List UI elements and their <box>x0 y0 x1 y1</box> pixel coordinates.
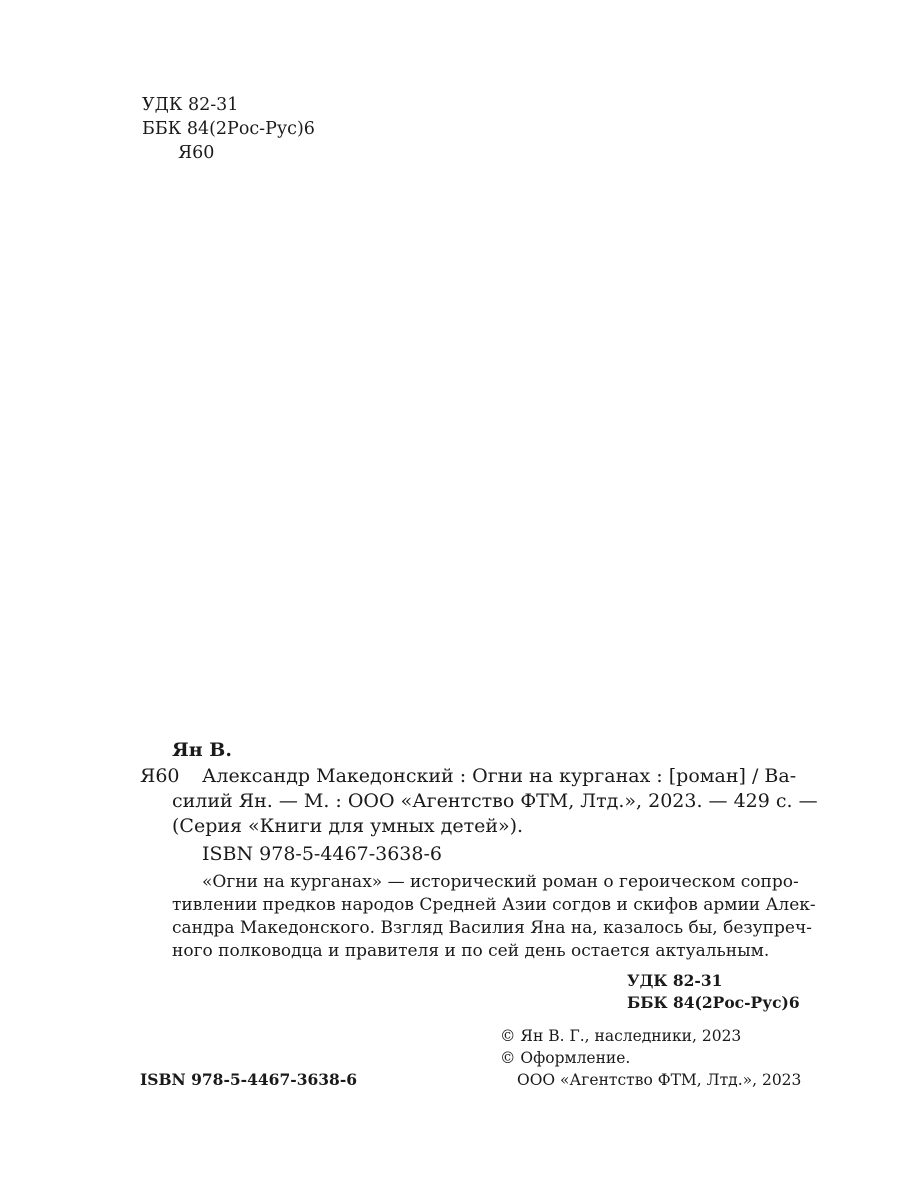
record-author-mark: Я60 <box>140 765 180 787</box>
bib-line-1: Александр Македонский : Огни на курганах : [роман] / Ва- <box>202 765 797 787</box>
top-udk: УДК 82-31 <box>142 95 239 115</box>
annotation-line-4: ного полководца и правителя и по сей день остается актуальным. <box>172 941 770 961</box>
top-author-mark: Я60 <box>178 143 215 163</box>
footer-isbn: ISBN 978-5-4467-3638-6 <box>140 1070 358 1089</box>
record-udk: УДК 82-31 <box>627 971 723 990</box>
annotation-line-3: сандра Македонского. Взгляд Василия Яна на, казалось бы, безупреч- <box>172 918 812 938</box>
copyright-line-2: © Оформление. <box>500 1049 631 1067</box>
record-bbk: ББК 84(2Рос-Рус)6 <box>627 993 800 1012</box>
annotation-line-2: тивлении предков народов Средней Азии согдов и скифов армии Алек- <box>172 895 816 915</box>
copyright-line-1: © Ян В. Г., наследники, 2023 <box>500 1027 742 1045</box>
top-bbk: ББК 84(2Рос-Рус)6 <box>142 119 315 139</box>
copyright-line-3: ООО «Агентство ФТМ, Лтд.», 2023 <box>517 1071 802 1089</box>
author-heading: Ян В. <box>172 739 232 761</box>
record-isbn: ISBN 978-5-4467-3638-6 <box>202 843 442 865</box>
bib-line-2: силий Ян. — М. : ООО «Агентство ФТМ, Лтд.», 2023. — 429 с. — <box>172 790 818 812</box>
bib-line-3: (Серия «Книги для умных детей»). <box>172 815 524 837</box>
annotation-line-1: «Огни на курганах» — исторический роман о героическом сопро- <box>202 872 799 892</box>
